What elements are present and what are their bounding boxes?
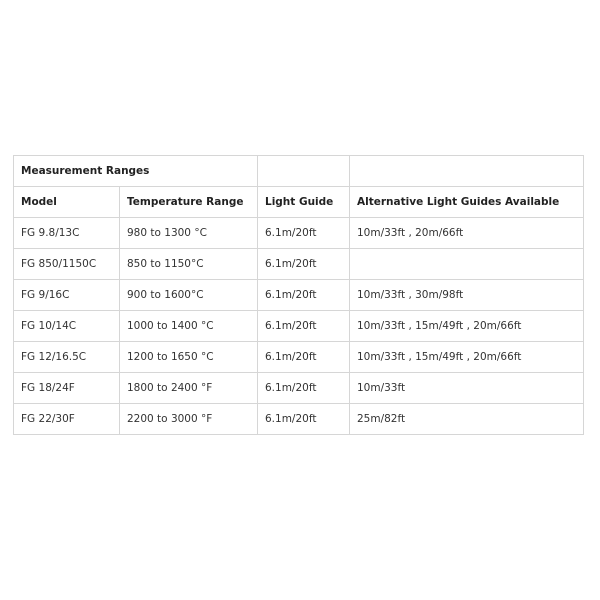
cell-alternative-light-guides: 25m/82ft bbox=[350, 404, 584, 435]
empty-cell bbox=[350, 156, 584, 187]
cell-temperature-range: 900 to 1600°C bbox=[120, 280, 258, 311]
cell-temperature-range: 1200 to 1650 °C bbox=[120, 342, 258, 373]
cell-model: FG 10/14C bbox=[14, 311, 120, 342]
cell-alternative-light-guides: 10m/33ft , 15m/49ft , 20m/66ft bbox=[350, 342, 584, 373]
cell-temperature-range: 980 to 1300 °C bbox=[120, 218, 258, 249]
table-row bbox=[14, 311, 584, 342]
table-row bbox=[14, 404, 584, 435]
cell-light-guide: 6.1m/20ft bbox=[258, 311, 350, 342]
cell-temperature-range: 1000 to 1400 °C bbox=[120, 311, 258, 342]
table-row bbox=[14, 218, 584, 249]
cell-light-guide: 6.1m/20ft bbox=[258, 342, 350, 373]
cell-alternative-light-guides: 10m/33ft bbox=[350, 373, 584, 404]
empty-cell bbox=[258, 156, 350, 187]
cell-model: FG 9/16C bbox=[14, 280, 120, 311]
header-model: Model bbox=[14, 187, 120, 218]
cell-light-guide: 6.1m/20ft bbox=[258, 373, 350, 404]
cell-alternative-light-guides: 10m/33ft , 20m/66ft bbox=[350, 218, 584, 249]
table-row bbox=[14, 373, 584, 404]
cell-alternative-light-guides bbox=[350, 249, 584, 280]
cell-temperature-range: 850 to 1150°C bbox=[120, 249, 258, 280]
cell-model: FG 12/16.5C bbox=[14, 342, 120, 373]
cell-light-guide: 6.1m/20ft bbox=[258, 218, 350, 249]
cell-model: FG 9.8/13C bbox=[14, 218, 120, 249]
cell-model: FG 850/1150C bbox=[14, 249, 120, 280]
header-temperature-range: Temperature Range bbox=[120, 187, 258, 218]
header-row bbox=[14, 187, 584, 218]
cell-light-guide: 6.1m/20ft bbox=[258, 249, 350, 280]
table-row bbox=[14, 342, 584, 373]
caption-row bbox=[14, 156, 584, 187]
table-caption: Measurement Ranges bbox=[14, 156, 258, 187]
cell-model: FG 22/30F bbox=[14, 404, 120, 435]
cell-model: FG 18/24F bbox=[14, 373, 120, 404]
cell-light-guide: 6.1m/20ft bbox=[258, 404, 350, 435]
table-row bbox=[14, 280, 584, 311]
cell-temperature-range: 1800 to 2400 °F bbox=[120, 373, 258, 404]
header-light-guide: Light Guide bbox=[258, 187, 350, 218]
cell-alternative-light-guides: 10m/33ft , 30m/98ft bbox=[350, 280, 584, 311]
table-row bbox=[14, 249, 584, 280]
cell-temperature-range: 2200 to 3000 °F bbox=[120, 404, 258, 435]
cell-alternative-light-guides: 10m/33ft , 15m/49ft , 20m/66ft bbox=[350, 311, 584, 342]
header-alternative-light-guides: Alternative Light Guides Available bbox=[350, 187, 584, 218]
cell-light-guide: 6.1m/20ft bbox=[258, 280, 350, 311]
measurement-ranges-table bbox=[13, 155, 584, 435]
